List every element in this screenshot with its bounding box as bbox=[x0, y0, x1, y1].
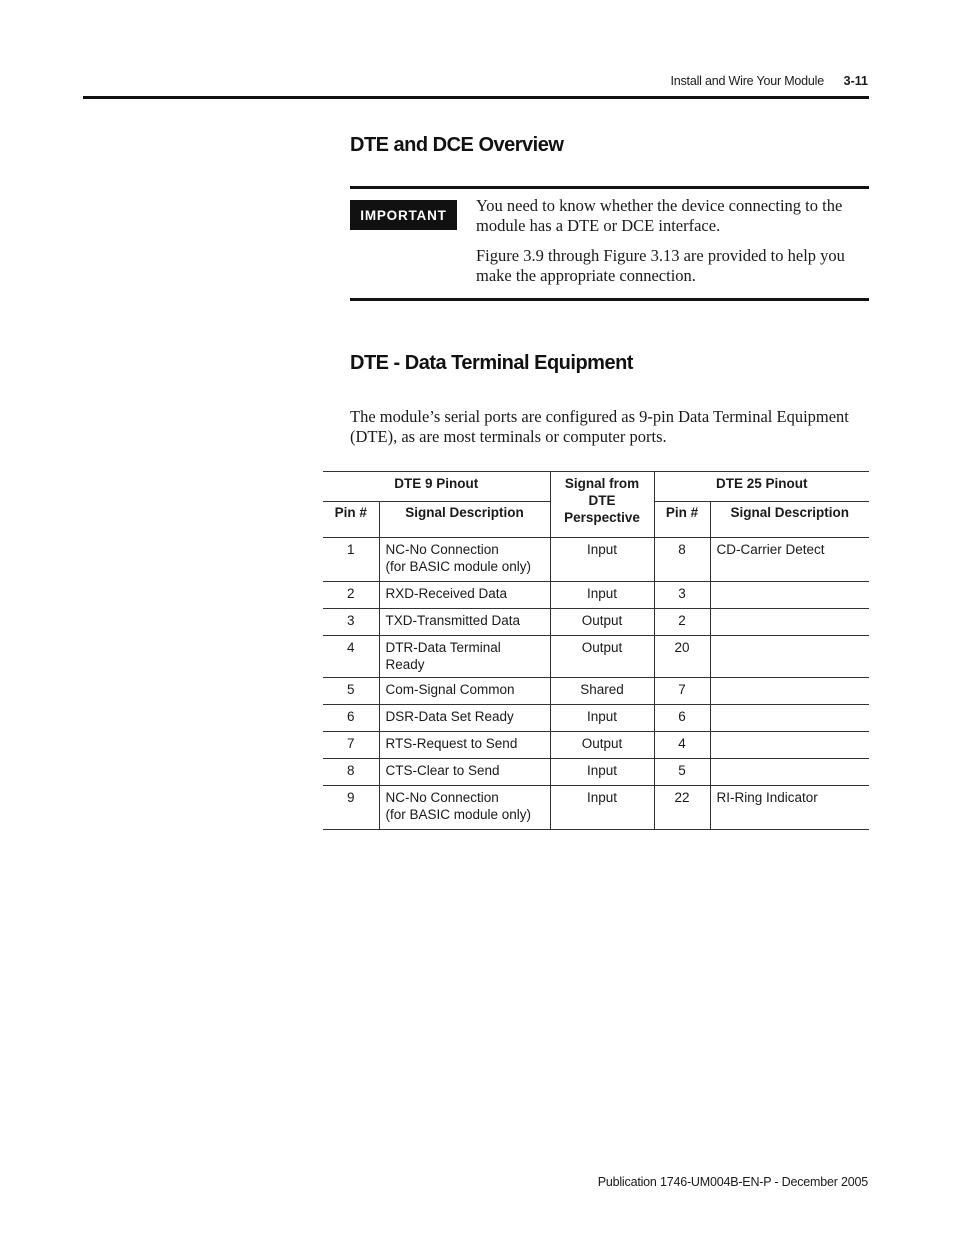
table-row bbox=[323, 786, 869, 830]
table-row bbox=[323, 705, 869, 732]
table-row bbox=[323, 609, 869, 636]
cell-desc25 bbox=[710, 705, 869, 732]
cell-pin9: 3 bbox=[323, 609, 379, 636]
cell-desc25 bbox=[710, 636, 869, 678]
cell-desc9-line2: (for BASIC module only) bbox=[385, 807, 532, 822]
header-rule bbox=[83, 96, 869, 99]
cell-direction: Output bbox=[550, 732, 654, 759]
cell-pin25: 8 bbox=[654, 538, 710, 582]
cell-direction: Shared bbox=[550, 678, 654, 705]
cell-direction: Input bbox=[550, 582, 654, 609]
cell-pin9: 2 bbox=[323, 582, 379, 609]
cell-desc9: Com-Signal Common bbox=[379, 678, 550, 705]
header-dte9-pinout: DTE 9 Pinout bbox=[323, 472, 550, 502]
header-pin-left: Pin # bbox=[323, 502, 379, 538]
section-title-dte: DTE - Data Terminal Equipment bbox=[350, 352, 633, 374]
table-row bbox=[323, 538, 869, 582]
cell-pin9: 7 bbox=[323, 732, 379, 759]
cell-desc9: RTS-Request to Send bbox=[379, 732, 550, 759]
cell-pin9: 5 bbox=[323, 678, 379, 705]
page-number: 3-11 bbox=[843, 74, 868, 88]
header-dte25-pinout: DTE 25 Pinout bbox=[654, 472, 869, 502]
cell-desc25 bbox=[710, 759, 869, 786]
header-desc-left: Signal Description bbox=[379, 502, 550, 538]
cell-pin9: 6 bbox=[323, 705, 379, 732]
section-title-overview: DTE and DCE Overview bbox=[350, 134, 564, 156]
cell-direction: Output bbox=[550, 609, 654, 636]
cell-desc9-line1: NC-No Connection bbox=[385, 790, 499, 805]
cell-desc9: DSR-Data Set Ready bbox=[379, 705, 550, 732]
cell-desc9: DTR-Data Terminal Ready bbox=[379, 636, 550, 678]
table-row bbox=[323, 678, 869, 705]
cell-desc9-line1: NC-No Connection bbox=[385, 542, 499, 557]
cell-pin9: 8 bbox=[323, 759, 379, 786]
cell-direction: Input bbox=[550, 705, 654, 732]
cell-pin9: 4 bbox=[323, 636, 379, 678]
cell-pin25: 6 bbox=[654, 705, 710, 732]
cell-desc25 bbox=[710, 732, 869, 759]
header-desc-right: Signal Description bbox=[710, 502, 869, 538]
table-row bbox=[323, 732, 869, 759]
cell-pin9: 9 bbox=[323, 786, 379, 830]
cell-pin25: 5 bbox=[654, 759, 710, 786]
cell-desc9: TXD-Transmitted Data bbox=[379, 609, 550, 636]
body-paragraph: The module’s serial ports are configured as 9-pin Data Terminal Equipment (DTE), as are most terminals or computer ports. bbox=[350, 407, 849, 446]
cell-desc25: RI-Ring Indicator bbox=[710, 786, 869, 830]
header-pin-right: Pin # bbox=[654, 502, 710, 538]
cell-desc9: CTS-Clear to Send bbox=[379, 759, 550, 786]
cell-pin25: 4 bbox=[654, 732, 710, 759]
cell-desc25 bbox=[710, 609, 869, 636]
dte-pinout-table bbox=[323, 471, 869, 830]
running-header-title: Install and Wire Your Module bbox=[670, 74, 824, 88]
cell-pin25: 7 bbox=[654, 678, 710, 705]
cell-desc9-line2: (for BASIC module only) bbox=[385, 559, 532, 574]
cell-direction: Input bbox=[550, 538, 654, 582]
cell-pin25: 3 bbox=[654, 582, 710, 609]
table-row bbox=[323, 759, 869, 786]
cell-desc9 bbox=[379, 786, 550, 830]
cell-desc25 bbox=[710, 678, 869, 705]
cell-pin25: 22 bbox=[654, 786, 710, 830]
cell-desc25: CD-Carrier Detect bbox=[710, 538, 869, 582]
table-row bbox=[323, 636, 869, 678]
cell-direction: Input bbox=[550, 786, 654, 830]
cell-pin9: 1 bbox=[323, 538, 379, 582]
cell-desc9: RXD-Received Data bbox=[379, 582, 550, 609]
important-bottom-rule bbox=[350, 298, 869, 301]
footer-publication: Publication 1746-UM004B-EN-P - December 2005 bbox=[597, 1175, 868, 1189]
cell-direction: Input bbox=[550, 759, 654, 786]
important-paragraph-1: You need to know whether the device connecting to the module has a DTE or DCE interface. bbox=[476, 196, 843, 235]
cell-desc9 bbox=[379, 538, 550, 582]
important-badge: IMPORTANT bbox=[350, 200, 457, 230]
cell-pin25: 20 bbox=[654, 636, 710, 678]
cell-desc25 bbox=[710, 582, 869, 609]
important-top-rule bbox=[350, 186, 869, 189]
cell-direction: Output bbox=[550, 636, 654, 678]
header-signal-perspective: Signal from DTE Perspective bbox=[550, 472, 654, 538]
cell-pin25: 2 bbox=[654, 609, 710, 636]
table-row bbox=[323, 582, 869, 609]
important-paragraph-2: Figure 3.9 through Figure 3.13 are provided to help you make the appropriate connection. bbox=[476, 246, 845, 285]
